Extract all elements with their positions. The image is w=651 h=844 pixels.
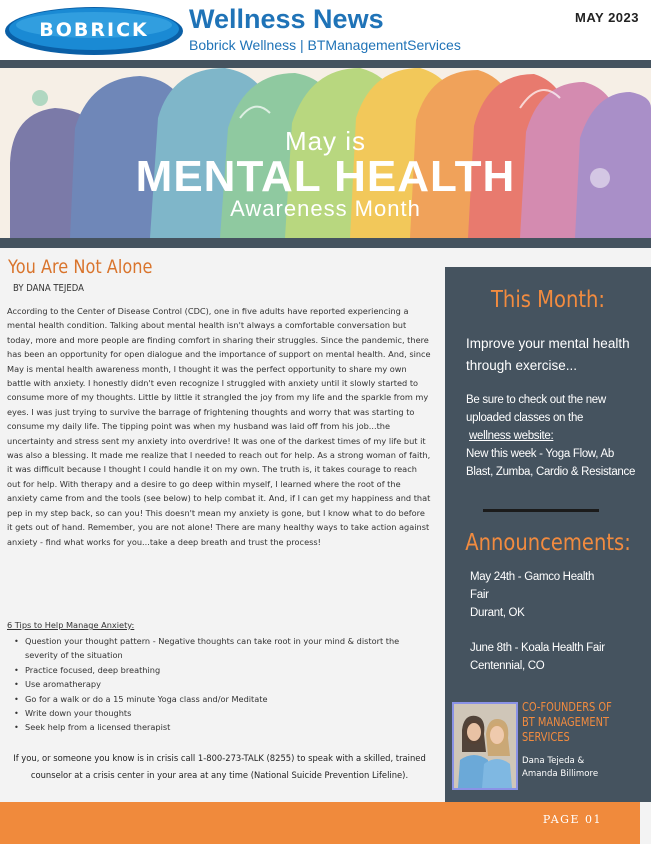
announcements-title: Announcements: <box>465 530 631 556</box>
issue-date: MAY 2023 <box>575 10 639 25</box>
founder-name: Amanda Billimore <box>522 768 599 779</box>
crisis-hotline-note: If you, or someone you know is in crisis call 1-800-273-TALK (8255) to speak with a skilled, trained counselor at a crisis center in your area at any time (National Suicide Prevention Lifeline). <box>13 753 426 780</box>
newsletter-header <box>0 0 651 62</box>
event-location: Centennial, CO <box>470 660 545 672</box>
bobrick-logo <box>4 4 184 56</box>
article-body: According to the Center of Disease Control (CDC), one in five adults have reported experiencing a mental health condition. Talking about mental health isn't always a comfortable conversation but today, more and more people are finding comfort in sharing their struggles. Since the pandemic, there has been an opportunity for open dialogue and the importance of support on mental health. And, since May is mental health awareness month, I thought it was the perfect opportunity to share my own battle with anxiety. I honestly didn't even recognize I struggled with anxiety until it slowly started to consume more of my thoughts. Little by little it strangled the joy from my life and the sparkle from my eyes. I was just trying to survive the barrage of frightening thoughts and worry that was starting to consume my daily life. The tipping point was when my husband was laid off from his job...the uncertainty and stress sent my anxiety into overdrive! It was one of the darkest times of my life but it was also a blessing. It made me realize that I needed to reach out for help. As a strong woman of faith, it was difficult because I thought I could handle it on my own. The truth is, it takes courage to reach out for help. With therapy and a desire to go deep within myself, I learned where the root of the anxiety came from and the tools (see below) to help combat it. And, if I can get my happiness and that pep in my step back, so can you! This doesn't mean my anxiety is gone, but I know what to do before it gets out of hand. Remember, you are not alone! There are many healthy ways to take action against anxiety - find what works for you...take a deep breath and trust the process! <box>7 306 431 547</box>
this-month-lead: Improve your mental health through exercise... <box>466 336 630 373</box>
tips-item: • Write down your thoughts <box>12 706 432 720</box>
tips-item: • Go for a walk or do a 15 minute Yoga class and/or Meditate <box>12 692 432 706</box>
tips-item: • Practice focused, deep breathing <box>12 663 432 677</box>
mental-health-banner <box>0 68 651 238</box>
founders-title: CO-FOUNDERS OF BT MANAGEMENT SERVICES <box>522 700 612 744</box>
newsletter-subtitle: Bobrick Wellness | BTManagementServices <box>189 37 461 53</box>
event-location: Durant, OK <box>470 607 525 619</box>
banner-divider <box>0 238 651 248</box>
newsletter-title: Wellness News <box>189 4 384 34</box>
event-line: Fair <box>470 589 489 601</box>
this-month-title: This Month: <box>490 287 606 313</box>
sidebar-divider <box>483 509 599 512</box>
banner-line-2: MENTAL HEALTH <box>135 152 516 201</box>
event-line: June 8th - Koala Health Fair <box>470 642 605 654</box>
tips-list <box>12 634 432 735</box>
tips-item: • Question your thought pattern - Negative thoughts can take root in your mind & distort the severity of the situation <box>12 634 432 663</box>
tips-title: 6 Tips to Help Manage Anxiety: <box>7 620 135 630</box>
header-divider <box>0 60 651 68</box>
event-line: May 24th - Gamco Health <box>470 571 595 583</box>
new-this-week-text: New this week - Yoga Flow, Ab Blast, Zumba, Cardio & Resistance <box>466 448 636 478</box>
sidebar-panel <box>445 267 651 802</box>
founder-name: Dana Tejeda & <box>522 756 585 766</box>
page-number: PAGE 01 <box>542 813 602 826</box>
announcement-event <box>470 639 640 675</box>
founders-names <box>522 755 647 780</box>
article-title: You Are Not Alone <box>8 256 153 278</box>
check-out-text: Be sure to check out the new uploaded classes on the <box>466 394 606 424</box>
this-month-details <box>466 391 641 481</box>
announcement-event <box>470 568 640 622</box>
banner-line-3: Awareness Month <box>230 196 421 221</box>
wellness-website-link[interactable]: wellness website: <box>469 430 554 442</box>
banner-line-1: May is <box>284 126 367 156</box>
tips-item: • Use aromatherapy <box>12 677 432 691</box>
tips-item: • Seek help from a licensed therapist <box>12 720 432 734</box>
logo-text: BOBRICK <box>39 19 149 41</box>
page-footer <box>0 802 640 844</box>
article-byline: BY DANA TEJEDA <box>13 283 85 294</box>
founders-photo <box>452 702 518 790</box>
